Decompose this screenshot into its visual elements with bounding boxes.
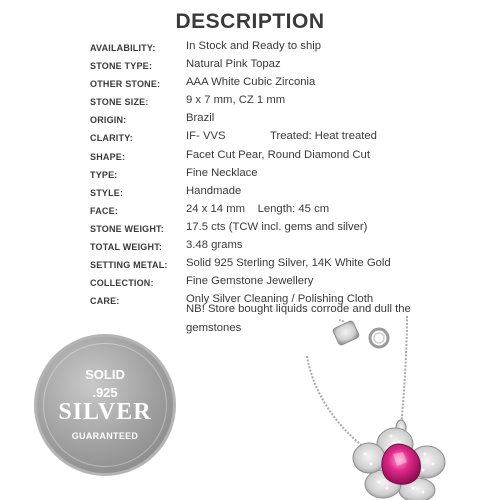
- spec-label: CLARITY:: [90, 133, 133, 144]
- spec-value: Brazil: [186, 112, 215, 125]
- spec-row-type: [90, 167, 490, 185]
- spec-value: 3.48 grams: [186, 239, 243, 252]
- spec-value: Handmade: [186, 184, 242, 197]
- spec-row-stone-weight: [90, 221, 490, 239]
- spec-label: CARE:: [90, 296, 120, 307]
- spec-value: Only Silver Cleaning / Polishing Cloth: [186, 293, 374, 306]
- chain: [401, 316, 407, 428]
- spec-value: IF- VVS: [186, 130, 226, 143]
- badge-guaranteed-text: GUARANTEED: [71, 431, 139, 441]
- spec-label: OTHER STONE:: [90, 79, 161, 90]
- spec-row-availability: [90, 40, 490, 58]
- pendant-necklace-image: [295, 316, 495, 500]
- badge-925-text: .925: [92, 385, 118, 400]
- spec-label: TYPE:: [90, 169, 118, 180]
- spec-row-stone-type: [90, 58, 490, 76]
- spec-row-stone-size: [90, 94, 490, 112]
- spec-row-clarity: [90, 130, 490, 148]
- spec-value: In Stock and Ready to ship: [186, 40, 322, 52]
- spec-row-total-weight: [90, 239, 490, 257]
- spec-value: Fine Gemstone Jewellery: [186, 275, 314, 288]
- spec-value: 24 x 14 mm Length: 45 cm: [186, 202, 330, 215]
- spec-label: SETTING METAL:: [90, 260, 168, 271]
- spec-row-face: [90, 203, 490, 221]
- badge-solid-text: SOLID: [85, 367, 125, 382]
- spec-label: STONE TYPE:: [90, 61, 153, 72]
- spec-value: 9 x 7 mm, CZ 1 mm: [186, 94, 286, 107]
- silver-guarantee-badge: [34, 334, 176, 476]
- spec-value-treatment: Treated: Heat treated: [270, 130, 377, 143]
- spec-row-style: [90, 185, 490, 203]
- spec-table: [90, 40, 490, 311]
- spec-value: AAA White Cubic Zirconia: [186, 76, 316, 89]
- spec-label: TOTAL WEIGHT:: [90, 242, 163, 253]
- spec-label: ORIGIN:: [90, 115, 127, 126]
- spec-value: Natural Pink Topaz: [186, 58, 281, 71]
- care-note: NB! Store bought liquids corrode and dull the gemstones: [186, 303, 411, 334]
- spec-row-shape: [90, 149, 490, 167]
- spec-value: 17.5 cts (TCW incl. gems and silver): [186, 220, 368, 233]
- spec-label: STYLE:: [90, 187, 124, 198]
- spec-value: Facet Cut Pear, Round Diamond Cut: [186, 148, 370, 161]
- spec-value: Solid 925 Sterling Silver, 14K White Gold: [186, 257, 391, 270]
- spec-row-origin: [90, 112, 490, 130]
- spec-label: COLLECTION:: [90, 278, 154, 289]
- spec-label: STONE WEIGHT:: [90, 223, 164, 234]
- spec-row-other-stone: [90, 76, 490, 94]
- page-title: DESCRIPTION: [175, 10, 325, 33]
- spec-label: FACE:: [90, 205, 118, 216]
- spec-label: AVAILABILITY:: [90, 43, 156, 53]
- spec-value: Fine Necklace: [186, 166, 258, 179]
- spec-label: STONE SIZE:: [90, 97, 149, 108]
- spec-row-collection: [90, 275, 490, 293]
- clasp-icon: [332, 320, 388, 347]
- badge-silver-text: SILVER: [58, 399, 152, 425]
- spec-label: SHAPE:: [90, 151, 126, 162]
- spec-row-setting-metal: [90, 257, 490, 275]
